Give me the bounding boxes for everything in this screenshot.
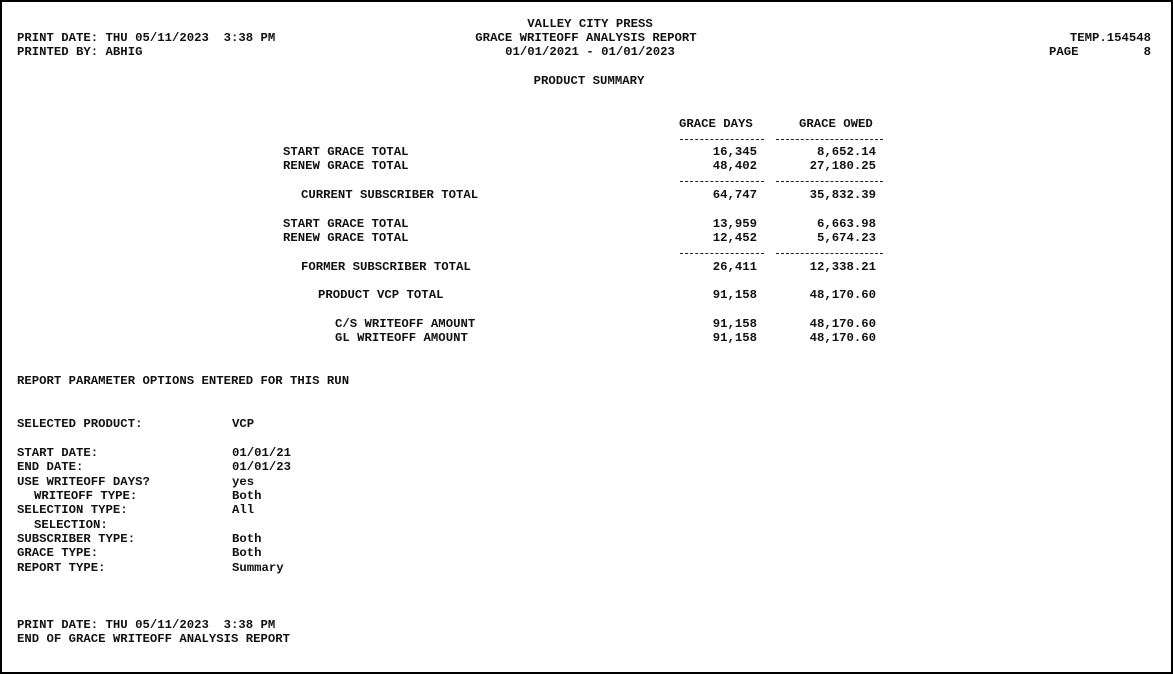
- param-label: SELECTED PRODUCT:: [17, 417, 143, 431]
- row-days: 91,158: [712, 288, 757, 302]
- param-value: Summary: [232, 561, 284, 575]
- temp-id: TEMP.154548: [1069, 31, 1151, 45]
- divider-owed: [776, 139, 883, 140]
- company-name: VALLEY CITY PRESS: [527, 17, 653, 31]
- divider-days: [680, 139, 764, 140]
- row-label: RENEW GRACE TOTAL: [283, 231, 409, 245]
- row-days: 16,345: [712, 145, 757, 159]
- param-value: Both: [232, 546, 262, 560]
- divider-days: [680, 253, 764, 254]
- row-days: 48,402: [712, 159, 757, 173]
- row-owed: 5,674.23: [816, 231, 876, 245]
- report-title: GRACE WRITEOFF ANALYSIS REPORT: [475, 31, 697, 45]
- param-label: WRITEOFF TYPE:: [34, 489, 138, 503]
- row-label: START GRACE TOTAL: [283, 217, 409, 231]
- param-label: START DATE:: [17, 446, 99, 460]
- row-owed: 48,170.60: [809, 331, 876, 345]
- footer-end-text: END OF GRACE WRITEOFF ANALYSIS REPORT: [17, 632, 291, 646]
- row-label: GL WRITEOFF AMOUNT: [335, 331, 468, 345]
- row-label: PRODUCT VCP TOTAL: [318, 288, 444, 302]
- column-header-grace-days: GRACE DAYS: [679, 117, 753, 131]
- divider-owed: [776, 253, 883, 254]
- param-label: USE WRITEOFF DAYS?: [17, 475, 150, 489]
- param-value: VCP: [232, 417, 255, 431]
- printed-by: PRINTED BY: ABHIG: [17, 45, 143, 59]
- divider-owed: [776, 181, 883, 182]
- param-value: 01/01/21: [232, 446, 292, 460]
- param-label: SELECTION:: [34, 518, 108, 532]
- param-label: SUBSCRIBER TYPE:: [17, 532, 136, 546]
- row-owed: 48,170.60: [809, 288, 876, 302]
- parameters-heading: REPORT PARAMETER OPTIONS ENTERED FOR THIS RUN: [17, 374, 350, 388]
- row-days: 91,158: [712, 331, 757, 345]
- param-label: GRACE TYPE:: [17, 546, 99, 560]
- row-owed: 8,652.14: [816, 145, 876, 159]
- row-owed: 12,338.21: [809, 260, 876, 274]
- row-label: RENEW GRACE TOTAL: [283, 159, 409, 173]
- row-days: 13,959: [712, 217, 757, 231]
- param-value: 01/01/23: [232, 460, 292, 474]
- row-days: 91,158: [712, 317, 757, 331]
- row-owed: 48,170.60: [809, 317, 876, 331]
- row-owed: 6,663.98: [816, 217, 876, 231]
- param-value: yes: [232, 475, 255, 489]
- row-label: START GRACE TOTAL: [283, 145, 409, 159]
- print-date: PRINT DATE: THU 05/11/2023 3:38 PM: [17, 31, 276, 45]
- page-label: PAGE: [1049, 45, 1079, 59]
- row-label: C/S WRITEOFF AMOUNT: [335, 317, 476, 331]
- row-days: 26,411: [712, 260, 757, 274]
- row-days: 64,747: [712, 188, 757, 202]
- divider-days: [680, 181, 764, 182]
- param-value: Both: [232, 532, 262, 546]
- report-date-range: 01/01/2021 - 01/01/2023: [505, 45, 675, 59]
- param-value: All: [232, 503, 255, 517]
- param-label: REPORT TYPE:: [17, 561, 106, 575]
- row-owed: 27,180.25: [809, 159, 876, 173]
- page-number: 8: [1143, 45, 1151, 59]
- section-title: PRODUCT SUMMARY: [533, 74, 645, 88]
- row-owed: 35,832.39: [809, 188, 876, 202]
- row-days: 12,452: [712, 231, 757, 245]
- param-label: SELECTION TYPE:: [17, 503, 128, 517]
- column-header-grace-owed: GRACE OWED: [799, 117, 873, 131]
- param-value: Both: [232, 489, 262, 503]
- row-label: FORMER SUBSCRIBER TOTAL: [301, 260, 471, 274]
- footer-print-date: PRINT DATE: THU 05/11/2023 3:38 PM: [17, 618, 276, 632]
- param-label: END DATE:: [17, 460, 84, 474]
- row-label: CURRENT SUBSCRIBER TOTAL: [301, 188, 479, 202]
